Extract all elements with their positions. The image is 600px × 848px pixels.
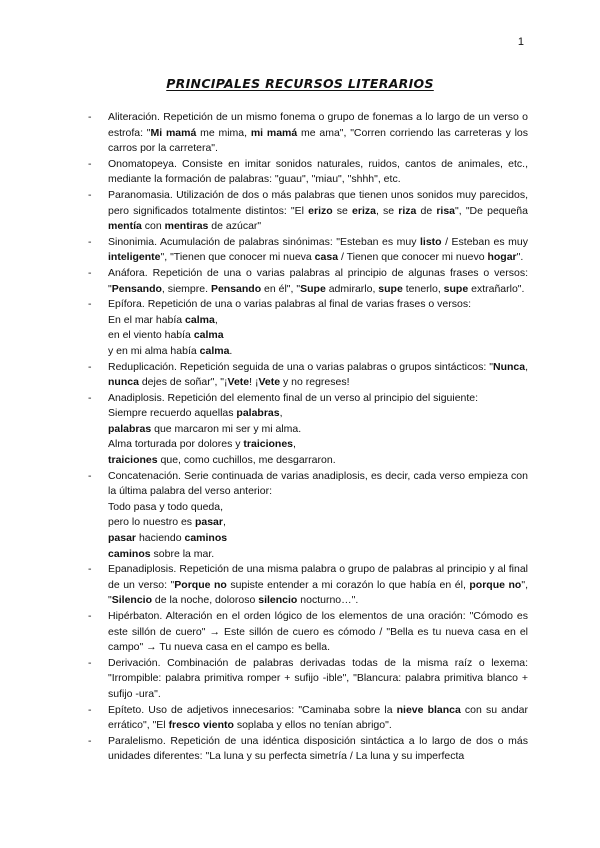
item-emphasis: fresco viento xyxy=(168,719,234,732)
item-text: Siempre recuerdo aquellas xyxy=(108,407,237,420)
item-text: y en mi alma había xyxy=(108,344,200,357)
item-text: me mima, xyxy=(196,126,251,139)
item-emphasis: nunca xyxy=(108,376,139,389)
item-text: Todo pasa y todo queda, xyxy=(108,500,224,513)
item-emphasis: Vete xyxy=(258,376,281,389)
item-emphasis: palabras xyxy=(108,422,152,435)
item-emphasis: traiciones xyxy=(243,438,294,451)
item-emphasis: riza xyxy=(398,204,417,217)
item-text: , xyxy=(525,360,528,373)
list-item xyxy=(88,703,528,734)
item-emphasis: Nunca xyxy=(492,360,526,373)
list-item xyxy=(88,110,528,157)
item-text: que, como cuchillos, me desgarraron. xyxy=(157,454,336,467)
literary-devices-list xyxy=(88,110,528,765)
item-text: / Esteban es muy xyxy=(441,235,528,248)
item-emphasis: eriza xyxy=(352,204,376,217)
item-text: admirarlo, xyxy=(325,282,379,295)
page-title: PRINCIPALES RECURSOS LITERARIOS xyxy=(166,76,434,91)
item-emphasis: hogar xyxy=(487,251,517,264)
list-item xyxy=(88,157,528,188)
item-text: dejes de soñar", "¡ xyxy=(138,376,228,389)
item-emphasis: mi mamá xyxy=(250,126,298,139)
item-text: se xyxy=(332,204,353,217)
item-text: supiste entender a mi corazón lo que había en él, xyxy=(226,578,470,591)
item-text: Paranomasia. Utilización de dos o más palabras que tienen unos sonidos muy parecidos, pero significados totalmente distintos: "El xyxy=(108,188,528,217)
item-text: , siempre. xyxy=(161,282,211,295)
item-emphasis: calma xyxy=(193,329,224,342)
item-text: . xyxy=(229,344,233,357)
item-text: de la noche, doloroso xyxy=(152,594,259,607)
item-emphasis: erizo xyxy=(308,204,333,217)
item-text: Concatenación. Serie continuada de varias anadiplosis, es decir, cada verso empieza con la última palabra del verso anterior: xyxy=(108,469,528,498)
item-emphasis: caminos xyxy=(184,532,228,545)
item-text: Epífora. Repetición de una o varias palabras al final de varias frases o versos: xyxy=(108,298,472,311)
item-emphasis: pasar xyxy=(194,516,223,529)
item-text: , xyxy=(223,516,226,529)
list-item xyxy=(88,469,528,563)
item-text: sobre la mar. xyxy=(150,547,215,560)
item-text: me ama", "Corren corriendo las carreteras y los carros por la carretera". xyxy=(108,126,529,155)
item-text: En el mar había xyxy=(108,313,186,326)
list-item xyxy=(88,562,528,609)
item-text: haciendo xyxy=(136,532,185,545)
item-text: Hipérbaton. Alteración en el orden lógico de los elementos de una oración: "Cómodo es este sillón de cuero" → Este sillón de cuero es cómodo / "Bella es tu nueva casa en el campo" → Tu nueva casa en el campo es bella. xyxy=(108,610,528,654)
item-emphasis: caminos xyxy=(108,547,151,560)
item-emphasis: porque no xyxy=(469,578,522,591)
item-emphasis: casa xyxy=(314,251,339,264)
item-text: que marcaron mi ser y mi alma. xyxy=(151,422,302,435)
item-emphasis: supe xyxy=(443,282,469,295)
item-text: en él", " xyxy=(261,282,301,295)
item-text: Derivación. Combinación de palabras derivadas todas de la misma raíz o lexema: "Irrompible: palabra primitiva romper + sufijo -ible", "Blancura: palabra primitiva blanco + sufijo -ura". xyxy=(108,656,528,700)
item-text: Aliteración. Repetición de un mismo fonema o grupo de fonemas a lo largo de un verso o estrofa: " xyxy=(108,111,528,139)
item-text: extrañarlo". xyxy=(468,282,525,295)
item-emphasis: nieve blanca xyxy=(396,703,461,716)
item-emphasis: Mi mamá xyxy=(150,126,197,139)
item-emphasis: calma xyxy=(199,344,230,357)
list-item xyxy=(88,266,528,297)
page-number: 1 xyxy=(517,36,524,48)
item-emphasis: Porque no xyxy=(174,578,227,591)
item-emphasis: mentiras xyxy=(164,220,209,233)
item-text: Alma torturada por dolores y xyxy=(108,438,244,451)
list-item xyxy=(88,656,528,703)
item-text: / Tienen que conocer mi nuevo xyxy=(338,251,488,264)
item-emphasis: silencio xyxy=(258,594,298,607)
item-text: con su andar errático", "El xyxy=(108,703,528,732)
item-emphasis: Pensando xyxy=(210,282,262,295)
item-text: tenerlo, xyxy=(402,282,444,295)
item-emphasis: listo xyxy=(419,235,442,248)
item-emphasis: Silencio xyxy=(111,594,152,607)
list-item xyxy=(88,360,528,391)
item-emphasis: inteligente xyxy=(108,251,161,264)
item-emphasis: pasar xyxy=(108,532,137,545)
item-emphasis: supe xyxy=(378,282,403,295)
item-emphasis: calma xyxy=(185,313,215,326)
item-text: ! ¡ xyxy=(249,376,259,389)
item-text: Anáfora. Repetición de una o varias palabras al principio de algunas frases o versos: " xyxy=(108,266,528,295)
list-item xyxy=(88,188,528,235)
item-text: ", "De pequeña xyxy=(455,204,528,217)
item-text: , xyxy=(279,407,283,420)
item-text: , xyxy=(214,313,218,326)
item-text: Paralelismo. Repetición de una idéntica disposición sintáctica a lo largo de dos o más unidades diferentes: "La luna y su perfecta simetría / La luna y su imperfecta xyxy=(108,734,528,763)
item-text: ". xyxy=(516,251,524,264)
list-item xyxy=(88,734,528,765)
item-emphasis: palabras xyxy=(236,407,280,420)
item-text: pero lo nuestro es xyxy=(108,516,195,529)
item-text: Onomatopeya. Consiste en imitar sonidos naturales, ruidos, cantos de animales, etc., mediante la formación de palabras: "guau", "miau", "shhh", etc. xyxy=(108,157,528,186)
item-text: Reduplicación. Repetición seguida de una o varias palabras o grupos sintácticos: " xyxy=(108,360,493,373)
item-text: Epanadiplosis. Repetición de una misma palabra o grupo de palabras al principio y al final de un verso: " xyxy=(108,563,528,591)
item-emphasis: traiciones xyxy=(108,454,158,467)
item-emphasis: Supe xyxy=(300,282,326,295)
item-text: , xyxy=(293,438,296,451)
item-text: de xyxy=(416,204,437,217)
item-text: con xyxy=(141,220,165,233)
list-item xyxy=(88,609,528,656)
item-text: nocturno…". xyxy=(297,594,359,607)
item-emphasis: risa xyxy=(436,204,456,217)
item-text: Sinonimia. Acumulación de palabras sinónimas: "Esteban es muy xyxy=(108,235,420,248)
list-item xyxy=(88,235,528,266)
item-text: en el viento había xyxy=(108,329,194,342)
item-text: , se xyxy=(375,204,399,217)
list-item xyxy=(88,391,528,469)
item-text: soplaba y ellos no tenían abrigo". xyxy=(233,719,392,732)
item-emphasis: Vete xyxy=(227,376,250,389)
item-text: Anadiplosis. Repetición del elemento final de un verso al principio del siguiente: xyxy=(108,391,479,404)
list-item xyxy=(88,297,528,359)
item-emphasis: mentía xyxy=(108,220,142,233)
item-text: ", "Tienen que conocer mi nueva xyxy=(160,251,315,264)
item-emphasis: Pensando xyxy=(111,282,162,295)
item-text: Epíteto. Uso de adjetivos innecesarios: "Caminaba sobre la xyxy=(108,703,397,716)
item-text: y no regreses! xyxy=(280,376,350,389)
item-text: ", " xyxy=(108,578,528,607)
item-text: de azúcar" xyxy=(208,220,262,233)
